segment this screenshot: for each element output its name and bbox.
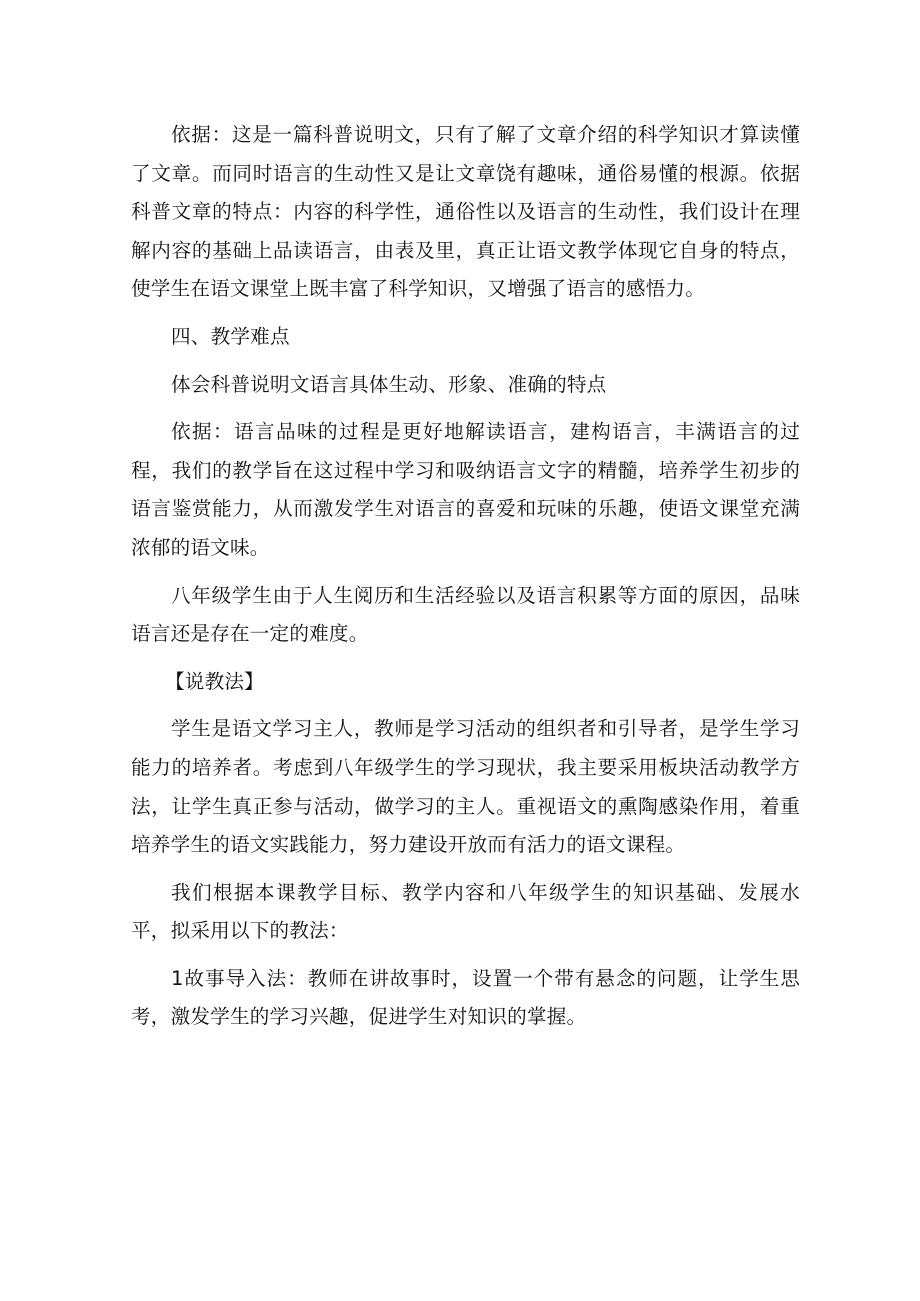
paragraph-story-method: 1故事导入法：教师在讲故事时，设置一个带有悬念的问题，让学生思考，激发学生的学习兴趣，促进学生对知识的掌握。	[131, 966, 800, 1029]
paragraph-difficulty-statement: 体会科普说明文语言具体生动、形象、准确的特点	[171, 372, 607, 396]
paragraph-grade-eight-students: 八年级学生由于人生阅历和生活经验以及语言积累等方面的原因，品味语言还是存在一定的难度。	[131, 583, 800, 646]
paragraph-basis-language-appreciation: 依据：语言品味的过程是更好地解读语言，建构语言，丰满语言的过程，我们的教学旨在这过程中学习和吸纳语言文字的精髓，培养学生初步的语言鉴赏能力，从而激发学生对语言的喜爱和玩味的乐趣，使语文课堂充满浓郁的语文味。	[131, 420, 800, 559]
section-heading-teaching-difficulty: 四、教学难点	[171, 324, 290, 348]
paragraph-student-centered: 学生是语文学习主人，教师是学习活动的组织者和引导者，是学生学习能力的培养者。考虑到八年级学生的学习现状，我主要采用板块活动教学方法，让学生真正参与活动，做学习的主人。重视语文的熏陶感染作用，着重培养学生的语文实践能力，努力建设开放而有活力的语文课程。	[131, 717, 800, 857]
section-heading-teaching-methods: 【说教法】	[165, 669, 264, 693]
paragraph-basis-popular-science: 依据：这是一篇科普说明文，只有了解了文章介绍的科学知识才算读懂了文章。而同时语言的生动性又是让文章饶有趣味，通俗易懂的根源。依据科普文章的特点：内容的科学性，通俗性以及语言的生动性，我们设计在理解内容的基础上品读语言，由表及里，真正让语文教学体现它自身的特点，使学生在语文课堂上既丰富了科学知识，又增强了语言的感悟力。	[131, 123, 800, 301]
paragraph-methods-intro: 我们根据本课教学目标、教学内容和八年级学生的知识基础、发展水平，拟采用以下的教法：	[131, 880, 800, 943]
